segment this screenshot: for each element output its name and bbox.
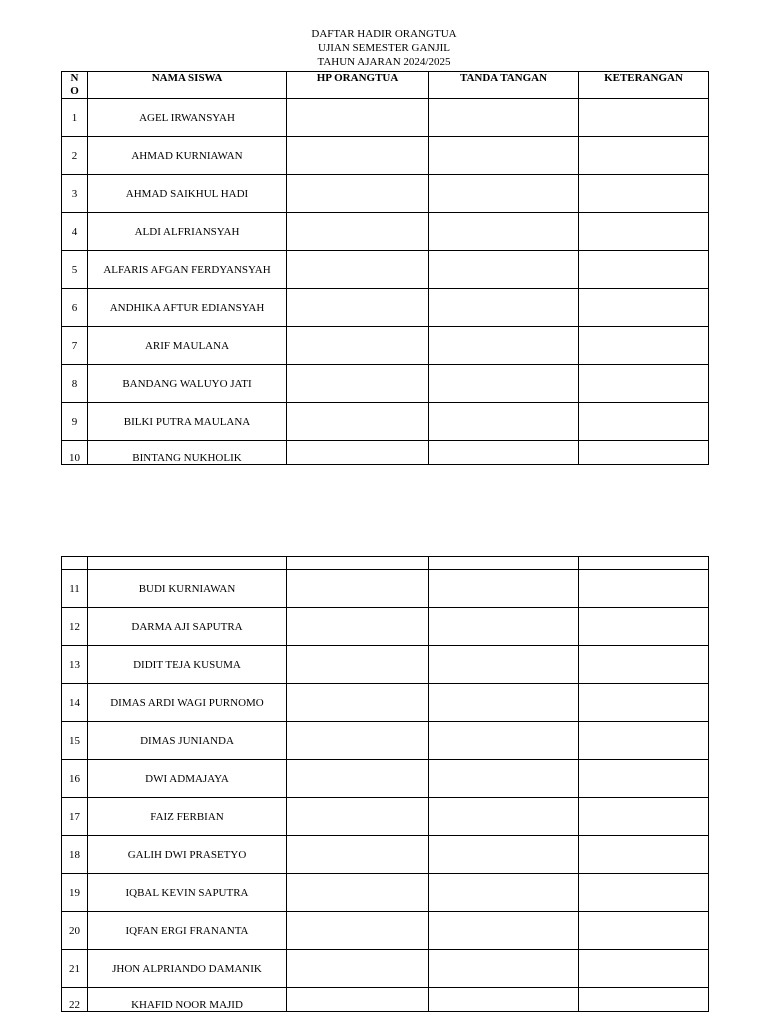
phone-cell[interactable]	[287, 722, 429, 760]
notes-cell[interactable]	[579, 608, 709, 646]
phone-cell[interactable]	[287, 289, 429, 327]
notes-cell[interactable]	[579, 213, 709, 251]
student-name: ALDI ALFRIANSYAH	[88, 213, 287, 251]
student-name: AGEL IRWANSYAH	[88, 99, 287, 137]
notes-cell[interactable]	[579, 874, 709, 912]
row-number: 11	[62, 570, 88, 608]
student-name: BINTANG NUKHOLIK	[88, 441, 287, 465]
notes-cell[interactable]	[579, 403, 709, 441]
table-row	[62, 722, 709, 760]
phone-cell[interactable]	[287, 441, 429, 465]
student-name: JHON ALPRIANDO DAMANIK	[88, 950, 287, 988]
table-row	[62, 874, 709, 912]
phone-cell[interactable]	[287, 646, 429, 684]
student-name: KHAFID NOOR MAJID	[88, 988, 287, 1012]
student-name: IQFAN ERGI FRANANTA	[88, 912, 287, 950]
row-number: 3	[62, 175, 88, 213]
signature-cell[interactable]	[429, 441, 579, 465]
table-row	[62, 251, 709, 289]
table-row	[62, 289, 709, 327]
student-name: DIDIT TEJA KUSUMA	[88, 646, 287, 684]
student-name: BANDANG WALUYO JATI	[88, 365, 287, 403]
phone-cell[interactable]	[287, 760, 429, 798]
col-header-name: NAMA SISWA	[88, 72, 287, 99]
phone-cell[interactable]	[287, 213, 429, 251]
student-name: BUDI KURNIAWAN	[88, 570, 287, 608]
col-header-no: N O	[62, 72, 88, 99]
table-header-row	[62, 72, 709, 99]
row-number: 20	[62, 912, 88, 950]
row-number: 13	[62, 646, 88, 684]
phone-cell[interactable]	[287, 836, 429, 874]
table-row	[62, 403, 709, 441]
student-name: AHMAD SAIKHUL HADI	[88, 175, 287, 213]
signature-cell[interactable]	[429, 912, 579, 950]
table-row	[62, 608, 709, 646]
signature-cell[interactable]	[429, 99, 579, 137]
table-row	[62, 137, 709, 175]
signature-cell[interactable]	[429, 836, 579, 874]
signature-cell[interactable]	[429, 289, 579, 327]
student-name: DARMA AJI SAPUTRA	[88, 608, 287, 646]
table-row	[62, 798, 709, 836]
student-name: DWI ADMAJAYA	[88, 760, 287, 798]
table-row	[62, 836, 709, 874]
signature-cell[interactable]	[429, 950, 579, 988]
notes-cell[interactable]	[579, 327, 709, 365]
row-number: 22	[62, 988, 88, 1012]
attendance-table-page-1	[61, 71, 709, 465]
row-number: 17	[62, 798, 88, 836]
table-row	[62, 988, 709, 1012]
phone-cell[interactable]	[287, 798, 429, 836]
title-line-2: UJIAN SEMESTER GANJIL	[318, 42, 450, 54]
notes-cell[interactable]	[579, 175, 709, 213]
row-number: 6	[62, 289, 88, 327]
notes-cell[interactable]	[579, 988, 709, 1012]
phone-cell[interactable]	[287, 403, 429, 441]
notes-cell[interactable]	[579, 251, 709, 289]
student-name: ALFARIS AFGAN FERDYANSYAH	[88, 251, 287, 289]
student-name: DIMAS JUNIANDA	[88, 722, 287, 760]
signature-cell[interactable]	[429, 137, 579, 175]
phone-cell[interactable]	[287, 608, 429, 646]
signature-cell[interactable]	[429, 874, 579, 912]
signature-cell[interactable]	[429, 365, 579, 403]
table-row	[62, 99, 709, 137]
student-name: AHMAD KURNIAWAN	[88, 137, 287, 175]
student-name: GALIH DWI PRASETYO	[88, 836, 287, 874]
signature-cell[interactable]	[429, 722, 579, 760]
notes-cell[interactable]	[579, 99, 709, 137]
phone-cell[interactable]	[287, 912, 429, 950]
student-name: DIMAS ARDI WAGI PURNOMO	[88, 684, 287, 722]
student-name: BILKI PUTRA MAULANA	[88, 403, 287, 441]
document-title	[0, 27, 768, 69]
row-number: 7	[62, 327, 88, 365]
table-row	[62, 175, 709, 213]
notes-cell[interactable]	[579, 570, 709, 608]
signature-cell[interactable]	[429, 327, 579, 365]
student-name: IQBAL KEVIN SAPUTRA	[88, 874, 287, 912]
notes-cell[interactable]	[579, 137, 709, 175]
col-header-signature: TANDA TANGAN	[429, 72, 579, 99]
row-number: 1	[62, 99, 88, 137]
row-number: 8	[62, 365, 88, 403]
signature-cell[interactable]	[429, 608, 579, 646]
table-body-1	[62, 99, 709, 465]
row-number: 21	[62, 950, 88, 988]
phone-cell[interactable]	[287, 988, 429, 1012]
phone-cell[interactable]	[287, 950, 429, 988]
notes-cell[interactable]	[579, 441, 709, 465]
title-line-3: TAHUN AJARAN 2024/2025	[317, 56, 451, 68]
col-header-notes: KETERANGAN	[579, 72, 709, 99]
notes-cell[interactable]	[579, 722, 709, 760]
phone-cell[interactable]	[287, 137, 429, 175]
notes-cell[interactable]	[579, 365, 709, 403]
row-number: 18	[62, 836, 88, 874]
table-row	[62, 327, 709, 365]
row-number: 15	[62, 722, 88, 760]
signature-cell[interactable]	[429, 175, 579, 213]
signature-cell[interactable]	[429, 798, 579, 836]
phone-cell[interactable]	[287, 175, 429, 213]
table-row	[62, 441, 709, 465]
row-number: 9	[62, 403, 88, 441]
table-row	[62, 760, 709, 798]
signature-cell[interactable]	[429, 646, 579, 684]
notes-cell[interactable]	[579, 684, 709, 722]
signature-cell[interactable]	[429, 570, 579, 608]
phone-cell[interactable]	[287, 365, 429, 403]
notes-cell[interactable]	[579, 798, 709, 836]
notes-cell[interactable]	[579, 760, 709, 798]
table-row	[62, 684, 709, 722]
col-header-phone: HP ORANGTUA	[287, 72, 429, 99]
notes-cell[interactable]	[579, 289, 709, 327]
row-number: 5	[62, 251, 88, 289]
student-name: ARIF MAULANA	[88, 327, 287, 365]
signature-cell[interactable]	[429, 403, 579, 441]
notes-cell[interactable]	[579, 950, 709, 988]
signature-cell[interactable]	[429, 760, 579, 798]
table-row	[62, 912, 709, 950]
row-number: 4	[62, 213, 88, 251]
notes-cell[interactable]	[579, 836, 709, 874]
row-number: 16	[62, 760, 88, 798]
title-line-1: DAFTAR HADIR ORANGTUA	[311, 28, 457, 40]
notes-cell[interactable]	[579, 912, 709, 950]
phone-cell[interactable]	[287, 874, 429, 912]
student-name: ANDHIKA AFTUR EDIANSYAH	[88, 289, 287, 327]
student-name: FAIZ FERBIAN	[88, 798, 287, 836]
notes-cell[interactable]	[579, 646, 709, 684]
phone-cell[interactable]	[287, 684, 429, 722]
row-number: 10	[62, 441, 88, 465]
table-row	[62, 570, 709, 608]
phone-cell[interactable]	[287, 327, 429, 365]
table-body-2	[62, 570, 709, 1012]
attendance-table-page-2	[61, 556, 709, 1012]
signature-cell[interactable]	[429, 251, 579, 289]
row-number: 2	[62, 137, 88, 175]
table-row	[62, 213, 709, 251]
row-number: 14	[62, 684, 88, 722]
signature-cell[interactable]	[429, 988, 579, 1012]
blank-header-row	[62, 557, 709, 570]
row-number: 12	[62, 608, 88, 646]
signature-cell[interactable]	[429, 213, 579, 251]
phone-cell[interactable]	[287, 99, 429, 137]
phone-cell[interactable]	[287, 570, 429, 608]
table-row	[62, 646, 709, 684]
row-number: 19	[62, 874, 88, 912]
signature-cell[interactable]	[429, 684, 579, 722]
table-row	[62, 365, 709, 403]
table-row	[62, 950, 709, 988]
phone-cell[interactable]	[287, 251, 429, 289]
